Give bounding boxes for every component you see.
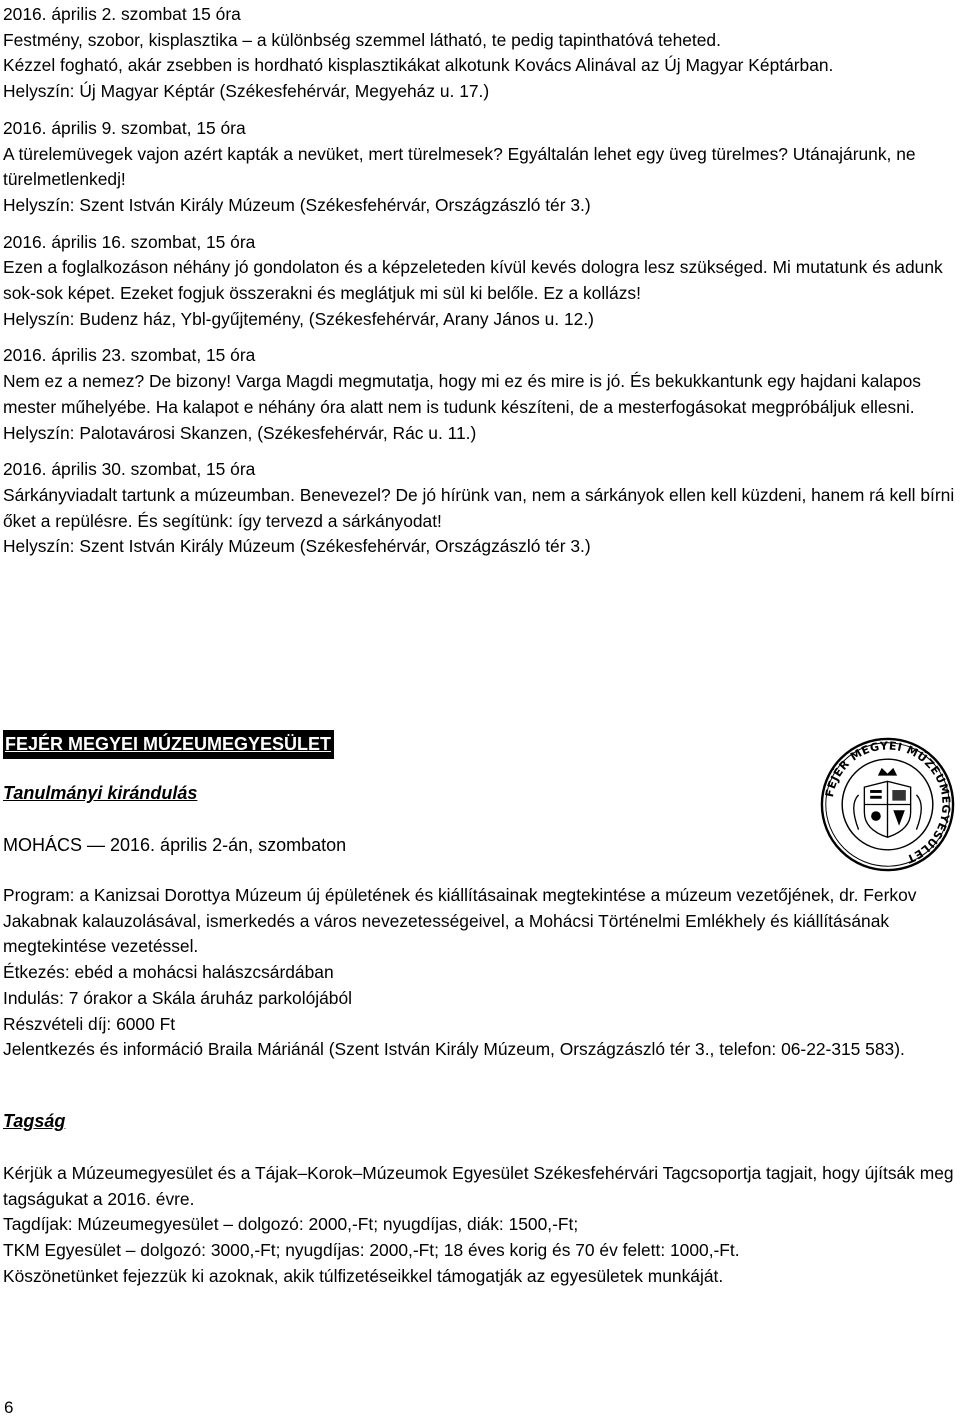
trip-fee: Részvételi díj: 6000 Ft [3, 1013, 176, 1034]
membership-fees-tkm: TKM Egyesület – dolgozó: 3000,-Ft; nyugdíjas: 2000,-Ft; 18 éves korig és 70 év felett: 1000,-Ft. [3, 1240, 740, 1261]
trip-date-text: MOHÁCS — 2016. április 2-án, szombaton [3, 835, 347, 855]
membership-title: Tagság [3, 1111, 66, 1131]
event-item [3, 116, 955, 219]
membership-thanks: Köszönetünket fejezzük ki azoknak, akik túlfizetéseikkel támogatják az egyesületek munkáját. [3, 1265, 724, 1286]
event-description: Ezen a foglalkozáson néhány jó gondolaton és a képzeleteden kívül kevés dologra lesz szükséged. Mi mutatunk és adunk sok-sok képet. Ezeket fogjuk összerakni és meglátjuk mi sül ki belőle. Ez a kollázs! [3, 257, 943, 304]
event-description: A türelemüvegek vajon azért kapták a nevüket, mert türelmesek? Egyáltalán lehet egy üveg türelmes? Utánajárunk, ne türelmetlenkedj! [3, 143, 916, 190]
event-description: Sárkányviadalt tartunk a múzeumban. Benevezel? De jó hírünk van, nem a sárkányok ellen kell küzdeni, hanem rá kell bírni őket a repülésre. És segítünk: így tervezd a sárkányodat! [3, 484, 955, 531]
event-location: Helyszín: Szent István Király Múzeum (Székesfehérvár, Országzászló tér 3.) [3, 536, 591, 557]
trip-program: Program: a Kanizsai Dorottya Múzeum új épületének és kiállításainak megtekintése a múzeum vezetőjének, dr. Ferkov Jakabnak kalauzolásával, ismerkedés a város nevezetességeivel, a Mohácsi Történelmi Emlékhely és kiállításának megtekintése vezetéssel. [3, 885, 917, 957]
event-date: 2016. április 30. szombat, 15 óra [3, 459, 256, 480]
event-location: Helyszín: Új Magyar Képtár (Székesfehérvár, Megyeház u. 17.) [3, 81, 490, 102]
membership-intro: Kérjük a Múzeumegyesület és a Tájak–Korok–Múzeumok Egyesület Székesfehérvári Tagcsoportja tagjait, hogy újítsák meg tagságukat a 2016. évre. [3, 1163, 954, 1209]
trip-date [3, 833, 955, 859]
event-item [3, 2, 955, 105]
event-date: 2016. április 23. szombat, 15 óra [3, 345, 256, 366]
event-location: Helyszín: Palotavárosi Skanzen, (Székesfehérvár, Rác u. 11.) [3, 422, 477, 443]
trip-details [3, 883, 955, 1063]
trip-meal: Étkezés: ebéd a mohácsi halászcsárdában [3, 962, 334, 983]
event-item [3, 230, 955, 333]
membership-details [3, 1161, 955, 1290]
event-description: Kézzel fogható, akár zsebben is hordható kisplasztikákat alkotunk Kovács Alinával az Új Magyar Képtárban. [3, 55, 834, 76]
page-number: 6 [4, 1398, 14, 1417]
event-description: Festmény, szobor, kisplasztika – a különbség szemmel látható, te pedig tapinthatóvá teheted. [3, 29, 721, 50]
event-date: 2016. április 16. szombat, 15 óra [3, 231, 256, 252]
event-date: 2016. április 2. szombat 15 óra [3, 4, 241, 24]
event-description: Nem ez a nemez? De bizony! Varga Magdi megmutatja, hogy mi ez és mire is jó. És bekukkantunk egy hajdani kalapos mester műhelyébe. Ha kalapot e néhány óra alatt nem is tudunk készíteni, de a mesterfogásokat megpróbáljuk ellesni. [3, 371, 921, 417]
trip-contact: Jelentkezés és információ Braila Máriánál (Szent István Király Múzeum, Országzászló tér 3., telefon: 06-22-315 583). [3, 1039, 905, 1060]
event-location: Helyszín: Szent István Király Múzeum (Székesfehérvár, Országzászló tér 3.) [3, 194, 591, 215]
trip-departure: Indulás: 7 órakor a Skála áruház parkolójából [3, 987, 352, 1008]
seal-text: FEJÉR MEGYEI MÚZEUMEGYESÜLET [823, 739, 953, 866]
association-header: FEJÉR MEGYEI MÚZEUMEGYESÜLET [3, 730, 334, 759]
event-list [3, 2, 955, 571]
membership-fees-association: Tagdíjak: Múzeumegyesület – dolgozó: 2000,-Ft; nyugdíjas, diák: 1500,-Ft; [3, 1214, 579, 1235]
event-item [3, 343, 955, 446]
event-item [3, 457, 955, 560]
event-location: Helyszín: Budenz ház, Ybl-gyűjtemény, (Székesfehérvár, Arany János u. 12.) [3, 308, 594, 329]
trip-title: Tanulmányi kirándulás [3, 783, 198, 803]
event-date: 2016. április 9. szombat, 15 óra [3, 117, 246, 138]
